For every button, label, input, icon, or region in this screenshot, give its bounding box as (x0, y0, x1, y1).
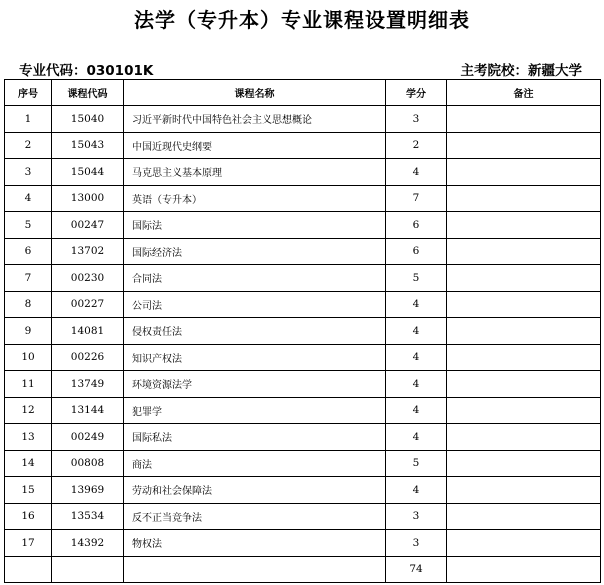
cell-index: 7 (5, 265, 52, 292)
table-row (5, 159, 601, 186)
cell-course-name: 物权法 (124, 530, 386, 557)
header-course-name: 课程名称 (124, 80, 386, 106)
cell-notes (447, 238, 601, 265)
header-index: 序号 (5, 80, 52, 106)
cell-index: 12 (5, 397, 52, 424)
cell-index: 1 (5, 106, 52, 133)
cell-credits: 3 (386, 503, 447, 530)
cell-notes (447, 450, 601, 477)
cell-notes (447, 503, 601, 530)
cell-course-name: 马克思主义基本原理 (124, 159, 386, 186)
cell-course-name: 习近平新时代中国特色社会主义思想概论 (124, 106, 386, 133)
cell-credits: 4 (386, 291, 447, 318)
cell-credits: 7 (386, 185, 447, 212)
cell-course-name: 知识产权法 (124, 344, 386, 371)
cell-index: 11 (5, 371, 52, 398)
cell-notes (447, 424, 601, 451)
cell-course-name: 环境资源法学 (124, 371, 386, 398)
table-row (5, 477, 601, 504)
cell-index: 16 (5, 503, 52, 530)
header-credits: 学分 (386, 80, 447, 106)
cell-index: 3 (5, 159, 52, 186)
table-row (5, 318, 601, 345)
table-row (5, 291, 601, 318)
cell-course-code: 13000 (52, 185, 124, 212)
total-cell-course-name (124, 556, 386, 583)
cell-course-code: 15044 (52, 159, 124, 186)
table-row (5, 185, 601, 212)
header-course-code: 课程代码 (52, 80, 124, 106)
cell-course-name: 劳动和社会保障法 (124, 477, 386, 504)
cell-notes (447, 159, 601, 186)
cell-course-code: 00249 (52, 424, 124, 451)
cell-notes (447, 132, 601, 159)
cell-course-code: 15040 (52, 106, 124, 133)
cell-credits: 5 (386, 265, 447, 292)
cell-notes (447, 477, 601, 504)
cell-course-name: 商法 (124, 450, 386, 477)
major-code: 专业代码：030101K (19, 63, 154, 79)
cell-notes (447, 344, 601, 371)
cell-course-name: 中国近现代史纲要 (124, 132, 386, 159)
table-row (5, 424, 601, 451)
cell-notes (447, 185, 601, 212)
cell-notes (447, 265, 601, 292)
table-row (5, 503, 601, 530)
cell-credits: 3 (386, 530, 447, 557)
cell-credits: 4 (386, 424, 447, 451)
cell-index: 4 (5, 185, 52, 212)
cell-course-name: 国际经济法 (124, 238, 386, 265)
cell-index: 13 (5, 424, 52, 451)
cell-course-code: 00230 (52, 265, 124, 292)
cell-credits: 3 (386, 106, 447, 133)
cell-course-code: 00227 (52, 291, 124, 318)
page-title: 法学（专升本）专业课程设置明细表 (134, 8, 470, 32)
cell-course-code: 00808 (52, 450, 124, 477)
cell-credits: 2 (386, 132, 447, 159)
table-row (5, 344, 601, 371)
table-row (5, 238, 601, 265)
cell-credits: 4 (386, 318, 447, 345)
cell-course-name: 英语（专升本） (124, 185, 386, 212)
cell-index: 5 (5, 212, 52, 239)
header-notes: 备注 (447, 80, 601, 106)
total-cell-notes (447, 556, 601, 583)
cell-course-name: 公司法 (124, 291, 386, 318)
cell-credits: 4 (386, 477, 447, 504)
table-row (5, 450, 601, 477)
exam-school: 主考院校：新疆大学 (460, 63, 582, 79)
cell-course-name: 国际私法 (124, 424, 386, 451)
cell-course-code: 13749 (52, 371, 124, 398)
cell-index: 14 (5, 450, 52, 477)
cell-course-code: 14081 (52, 318, 124, 345)
cell-course-code: 00226 (52, 344, 124, 371)
cell-index: 2 (5, 132, 52, 159)
cell-credits: 6 (386, 212, 447, 239)
cell-notes (447, 106, 601, 133)
course-table (4, 79, 601, 583)
cell-index: 8 (5, 291, 52, 318)
cell-notes (447, 318, 601, 345)
table-row (5, 530, 601, 557)
cell-notes (447, 397, 601, 424)
cell-credits: 4 (386, 344, 447, 371)
total-row (5, 556, 601, 583)
cell-course-code: 13702 (52, 238, 124, 265)
cell-notes (447, 530, 601, 557)
total-cell-index (5, 556, 52, 583)
table-row (5, 106, 601, 133)
cell-index: 9 (5, 318, 52, 345)
cell-index: 6 (5, 238, 52, 265)
cell-course-code: 13534 (52, 503, 124, 530)
cell-course-name: 国际法 (124, 212, 386, 239)
cell-course-code: 15043 (52, 132, 124, 159)
table-row (5, 132, 601, 159)
cell-course-name: 侵权责任法 (124, 318, 386, 345)
cell-index: 10 (5, 344, 52, 371)
table-body (5, 106, 601, 583)
cell-credits: 4 (386, 371, 447, 398)
table-row (5, 265, 601, 292)
table-header-row (5, 80, 601, 106)
cell-credits: 6 (386, 238, 447, 265)
table-row (5, 371, 601, 398)
cell-course-name: 犯罪学 (124, 397, 386, 424)
cell-credits: 5 (386, 450, 447, 477)
cell-course-code: 13969 (52, 477, 124, 504)
cell-notes (447, 291, 601, 318)
cell-course-code: 13144 (52, 397, 124, 424)
total-cell-course-code (52, 556, 124, 583)
table-row (5, 212, 601, 239)
cell-credits: 4 (386, 397, 447, 424)
cell-course-name: 合同法 (124, 265, 386, 292)
table-row (5, 397, 601, 424)
cell-notes (447, 371, 601, 398)
cell-course-code: 00247 (52, 212, 124, 239)
cell-index: 17 (5, 530, 52, 557)
cell-course-name: 反不正当竞争法 (124, 503, 386, 530)
total-credits: 74 (386, 556, 447, 583)
cell-credits: 4 (386, 159, 447, 186)
cell-course-code: 14392 (52, 530, 124, 557)
cell-notes (447, 212, 601, 239)
cell-index: 15 (5, 477, 52, 504)
